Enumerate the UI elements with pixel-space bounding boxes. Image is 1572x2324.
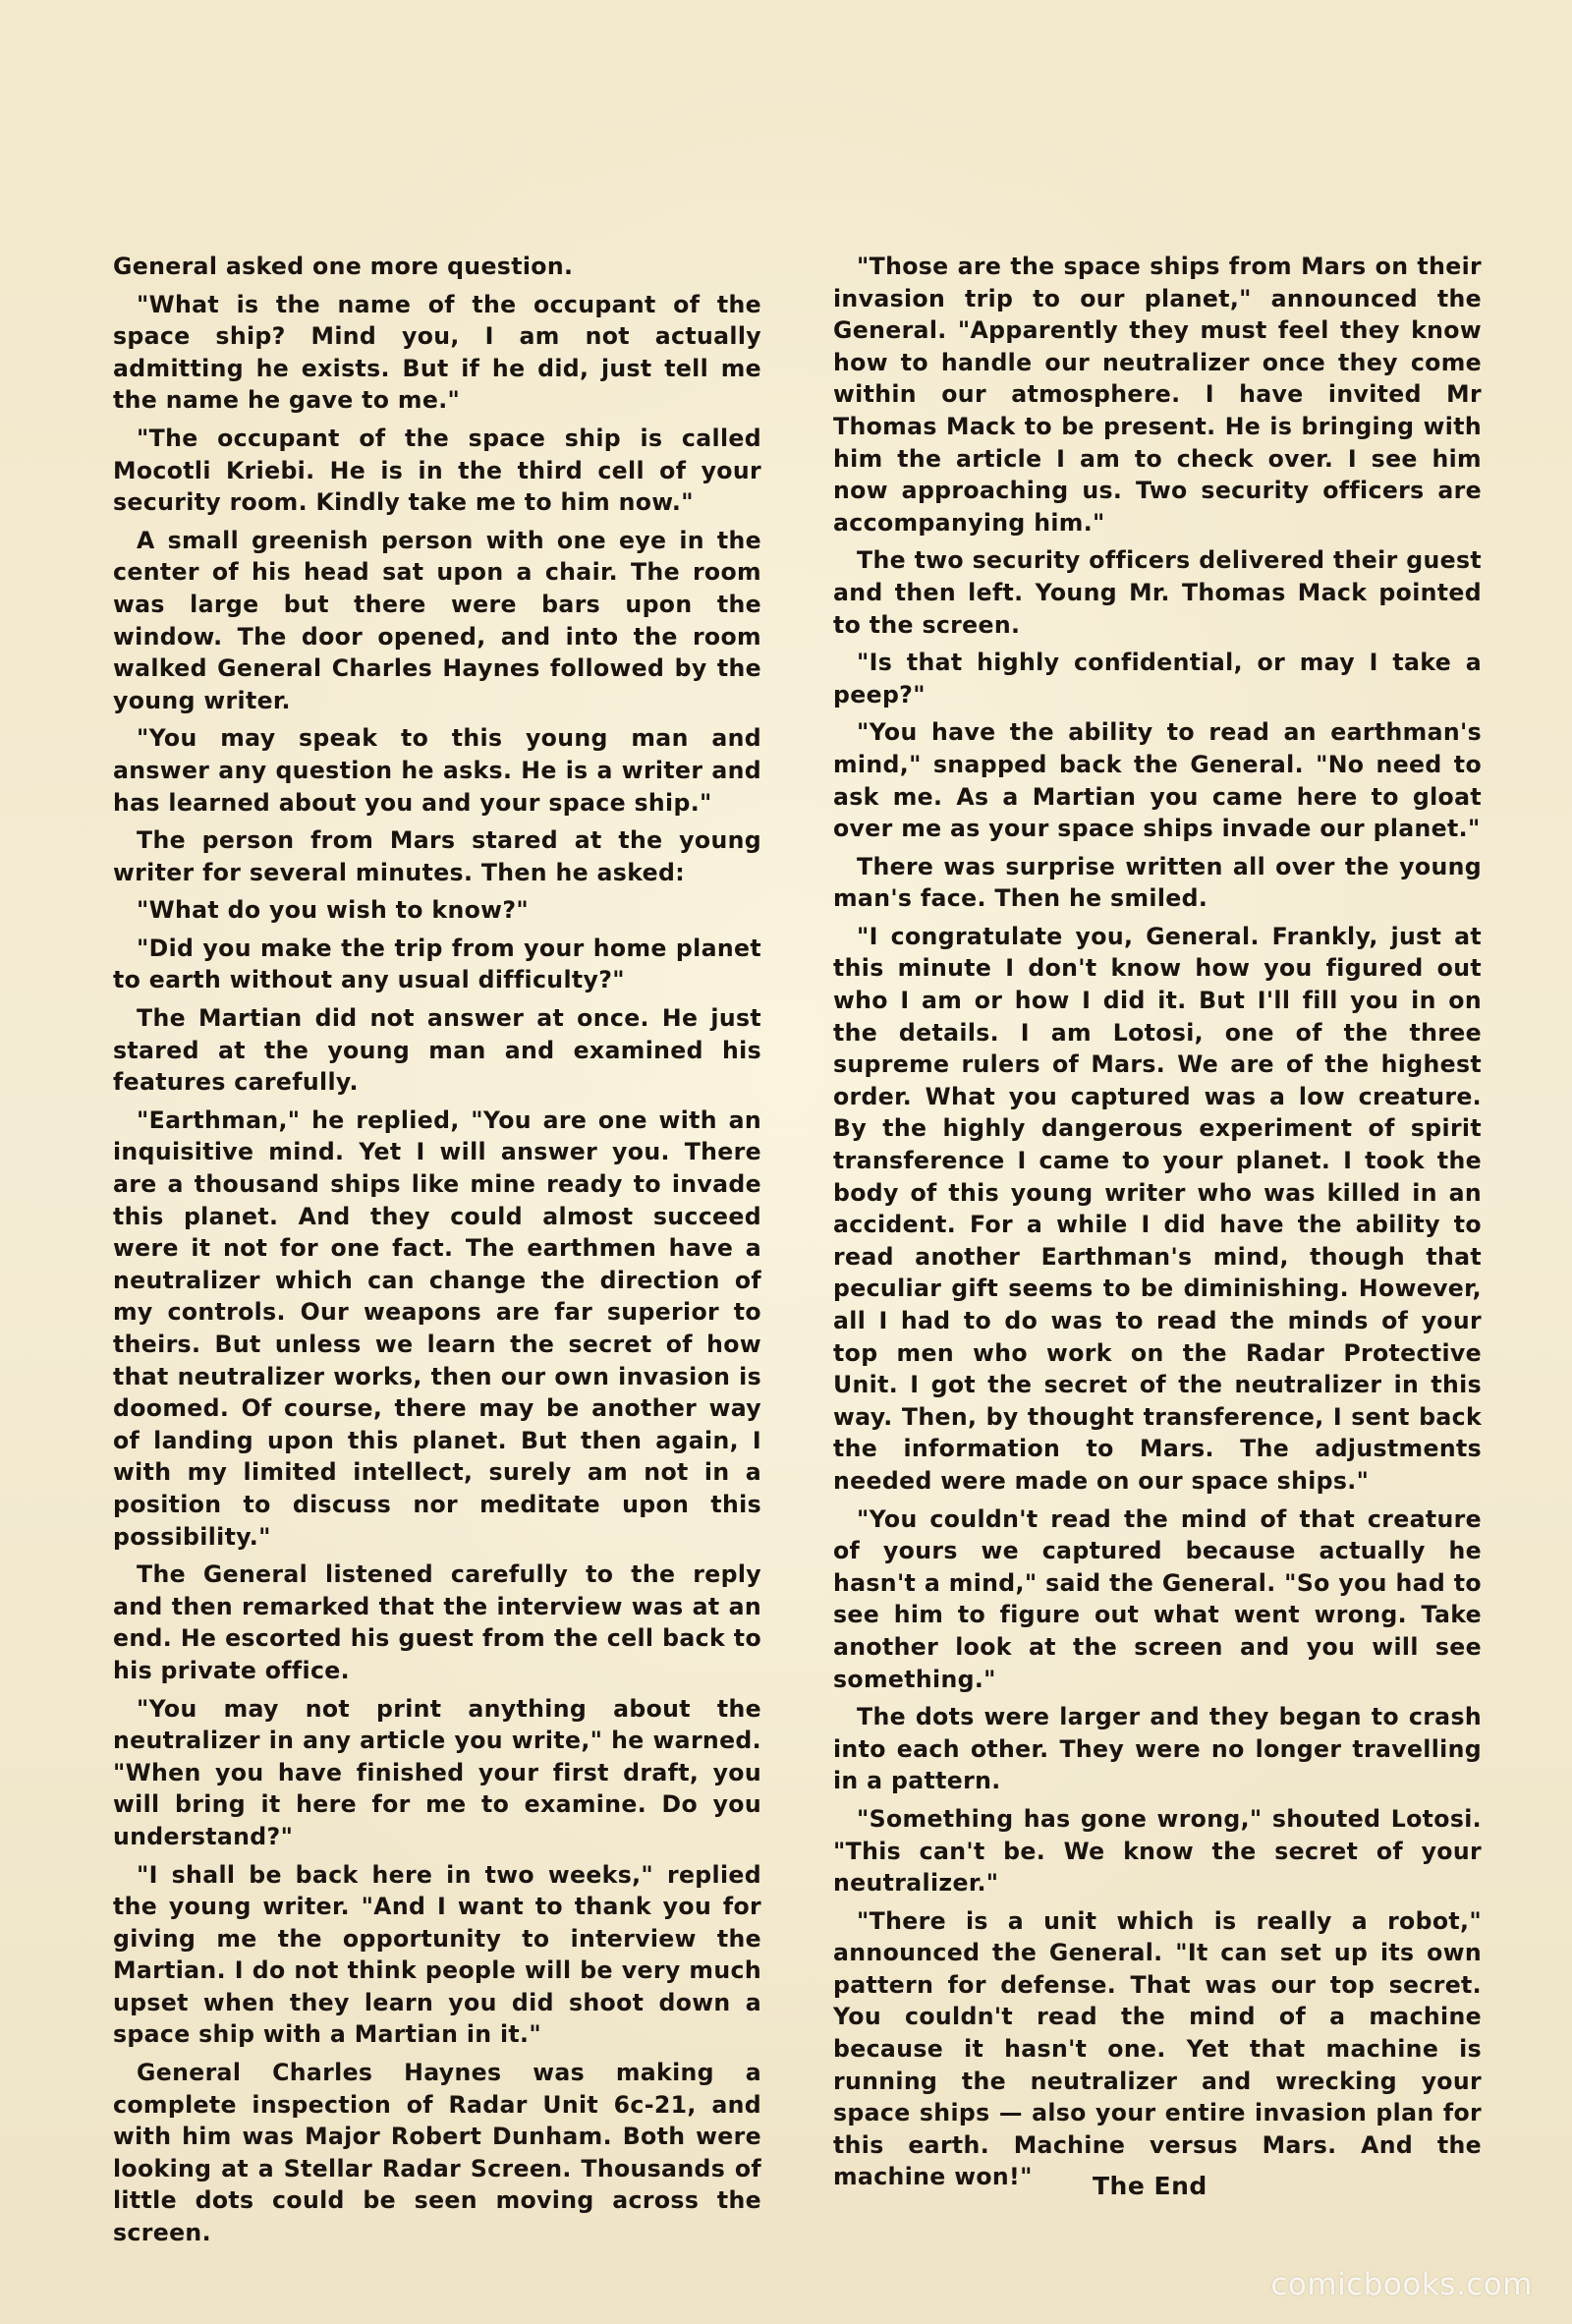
watermark: comicbooks.com	[1270, 2267, 1533, 2302]
paragraph: "I congratulate you, General. Frankly, just at this minute I don't know how you figured out who I am or how I did it. But I'll fill you in on the details. I am Lotosi, one of the three supreme rulers of Mars. We are of the highest order. What you captured was a low creature. By the highly dangerous experiment of spirit transference I came to your planet. I took the body of this young writer who was killed in an accident. For a while I did have the ability to read another Earthman's mind, though that peculiar gift seems to be diminishing. However, all I had to do was to read the minds of your top men who work on the Radar Protective Unit. I got the secret of the neutralizer in this way. Then, by thought transference, I sent back the information to Mars. The adjustments needed were made on our space ships."	[833, 922, 1482, 1495]
paragraph: "I shall be back here in two weeks," replied the young writer. "And I want to thank you for giving me the opportunity to interview the Martian. I do not think people will be very much upset when they learn you did shoot down a space ship with a Martian in it."	[113, 1860, 761, 2049]
paragraph: The person from Mars stared at the young writer for several minutes. Then he asked:	[113, 826, 761, 886]
paragraph: "Did you make the trip from your home planet to earth without any usual difficulty?"	[113, 934, 761, 994]
paragraph: "What is the name of the occupant of the space ship? Mind you, I am not actually admitting he exists. But if he did, just tell me the name he gave to me."	[113, 290, 761, 415]
paragraph: "You may speak to this young man and answer any question he asks. He is a writer and has learned about you and your space ship."	[113, 724, 761, 817]
paragraph: "The occupant of the space ship is called Mocotli Kriebi. He is in the third cell of your security room. Kindly take me to him now."	[113, 424, 761, 517]
paragraph: "There is a unit which is really a robot," announced the General. "It can set up its own pattern for defense. That was our top secret. You couldn't read the mind of a machine because it hasn't one. Yet that machine is running the neutralizer and wrecking your space ships — also your entire invasion plan for this earth. Machine versus Mars. And the machine won!"	[833, 1906, 1482, 2191]
paragraph: The General listened carefully to the reply and then remarked that the interview was at an end. He escorted his guest from the cell back to his private office.	[113, 1560, 761, 1684]
paragraph: A small greenish person with one eye in the center of his head sat upon a chair. The room was large but there were bars upon the window. The door opened, and into the room walked General Charles Haynes followed by the young writer.	[113, 526, 761, 714]
paragraph: "Something has gone wrong," shouted Lotosi. "This can't be. We know the secret of your neutralizer."	[833, 1804, 1482, 1898]
paragraph: "Those are the space ships from Mars on their invasion trip to our planet," announced the General. "Apparently they must feel they know how to handle our neutralizer once they come within our atmosphere. I have invited Mr Thomas Mack to be present. He is bringing with him the article I am to check over. I see him now approaching us. Two security officers are accompanying him."	[833, 253, 1482, 537]
paragraph: General Charles Haynes was making a complete inspection of Radar Unit 6c-21, and with him was Major Robert Dunham. Both were looking at a Stellar Radar Screen. Thousands of little dots could be seen moving across the screen.	[113, 2059, 761, 2247]
right-text-column	[833, 251, 1482, 2199]
paragraph: "You couldn't read the mind of that creature of yours we captured because actually he hasn't a mind," said the General. "So you had to see him to figure out what went wrong. Take another look at the screen and you will see something."	[833, 1504, 1482, 1693]
paragraph: The dots were larger and they began to crash into each other. They were no longer travelling in a pattern.	[833, 1703, 1482, 1795]
paragraph: "Is that highly confidential, or may I take a peep?"	[833, 649, 1482, 709]
paragraph: "What do you wish to know?"	[137, 896, 530, 925]
the-end-label: The End	[1093, 2172, 1207, 2200]
paragraph: General asked one more question.	[113, 253, 574, 280]
paragraph: There was surprise written all over the young man's face. Then he smiled.	[833, 852, 1482, 913]
paragraph: The two security officers delivered their guest and then left. Young Mr. Thomas Mack pointed to the screen.	[833, 546, 1482, 639]
left-text-column	[113, 251, 761, 2255]
paragraph: "Earthman," he replied, "You are one with an inquisitive mind. Yet I will answer you. There are a thousand ships like mine ready to invade this planet. And they could almost succeed were it not for one fact. The earthmen have a neutralizer which can change the direction of my controls. Our weapons are far superior to theirs. But unless we learn the secret of how that neutralizer works, then our own invasion is doomed. Of course, there may be another way of landing upon this planet. But then again, I with my limited intellect, surely am not in a position to discuss nor meditate upon this possibility."	[113, 1105, 761, 1551]
paragraph: The Martian did not answer at once. He just stared at the young man and examined his features carefully.	[113, 1004, 761, 1097]
paragraph: "You have the ability to read an earthman's mind," snapped back the General. "No need to ask me. As a Martian you came here to gloat over me as your space ships invade our planet."	[833, 718, 1482, 843]
paragraph: "You may not print anything about the neutralizer in any article you write," he warned. "When you have finished your first draft, you will bring it here for me to examine. Do you understand?"	[113, 1694, 761, 1850]
